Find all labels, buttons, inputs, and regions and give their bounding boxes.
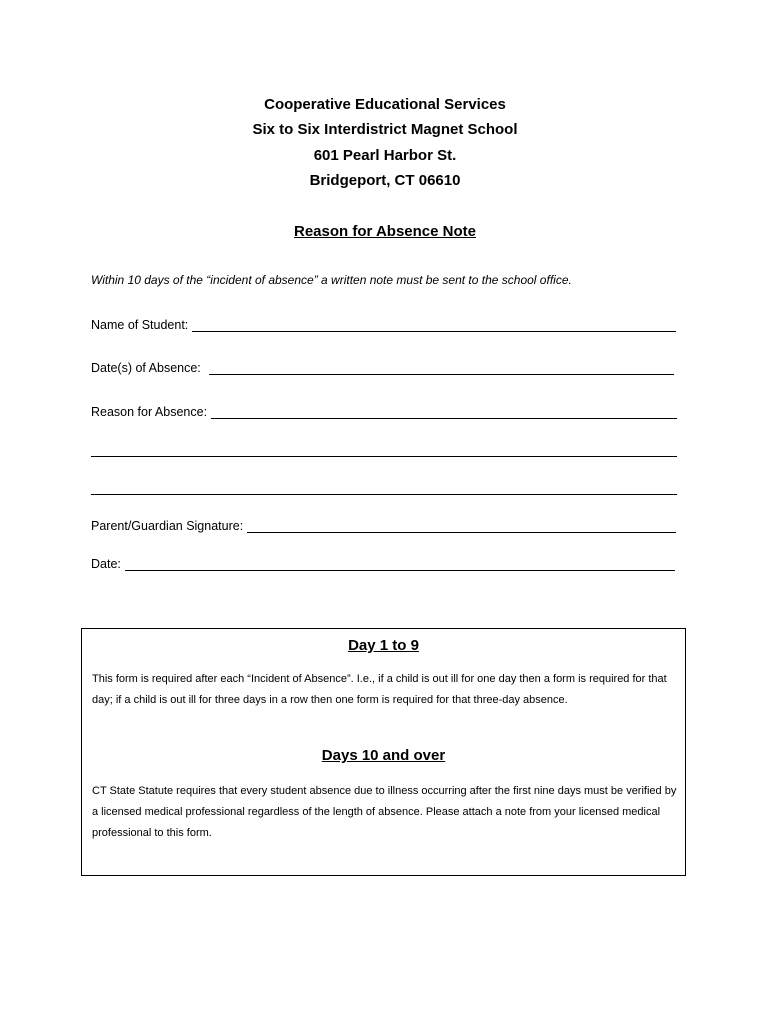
date-label: Date: (91, 557, 121, 571)
school-name: Six to Six Interdistrict Magnet School (252, 121, 518, 138)
days-10-and-over-heading: Days 10 and over (321, 747, 446, 764)
date-field[interactable] (91, 556, 675, 571)
dates-absence-label: Date(s) of Absence: (91, 361, 201, 375)
reason-absence-field[interactable] (91, 404, 677, 419)
date-line[interactable] (125, 556, 675, 571)
intro-instruction: Within 10 days of the “incident of absence” a written note must be sent to the school office. (91, 273, 572, 287)
day-1-to-9-heading: Day 1 to 9 (348, 637, 419, 654)
student-name-label: Name of Student: (91, 318, 189, 332)
signature-field[interactable] (91, 518, 676, 533)
student-name-line[interactable] (192, 317, 676, 332)
city-state-zip: Bridgeport, CT 06610 (309, 172, 461, 189)
form-title: Reason for Absence Note (294, 223, 476, 240)
reason-absence-label: Reason for Absence: (91, 405, 208, 419)
dates-absence-field[interactable] (91, 360, 674, 375)
day-1-to-9-text: This form is required after each “Incident of Absence”. I.e., if a child is out ill for one day then a form is required for that day; if a child is out ill for three days in a row then one form is required for that three-day absence. (92, 673, 667, 706)
days-10-and-over-text: CT State Statute requires that every student absence due to illness occurring after the first nine days must be verified by a licensed medical professional regardless of the length of absence. Please attach a note from your licensed medical professional to this form. (92, 785, 677, 839)
student-name-field[interactable] (91, 317, 676, 332)
reason-extra-line-2[interactable] (91, 494, 677, 495)
reason-extra-line-1[interactable] (91, 456, 677, 457)
signature-line[interactable] (247, 518, 676, 533)
organization-name: Cooperative Educational Services (264, 96, 506, 113)
reason-absence-line[interactable] (211, 404, 677, 419)
signature-label: Parent/Guardian Signature: (91, 519, 244, 533)
dates-absence-line[interactable] (209, 360, 674, 375)
street-address: 601 Pearl Harbor St. (313, 147, 457, 164)
policy-info-box (81, 628, 686, 876)
